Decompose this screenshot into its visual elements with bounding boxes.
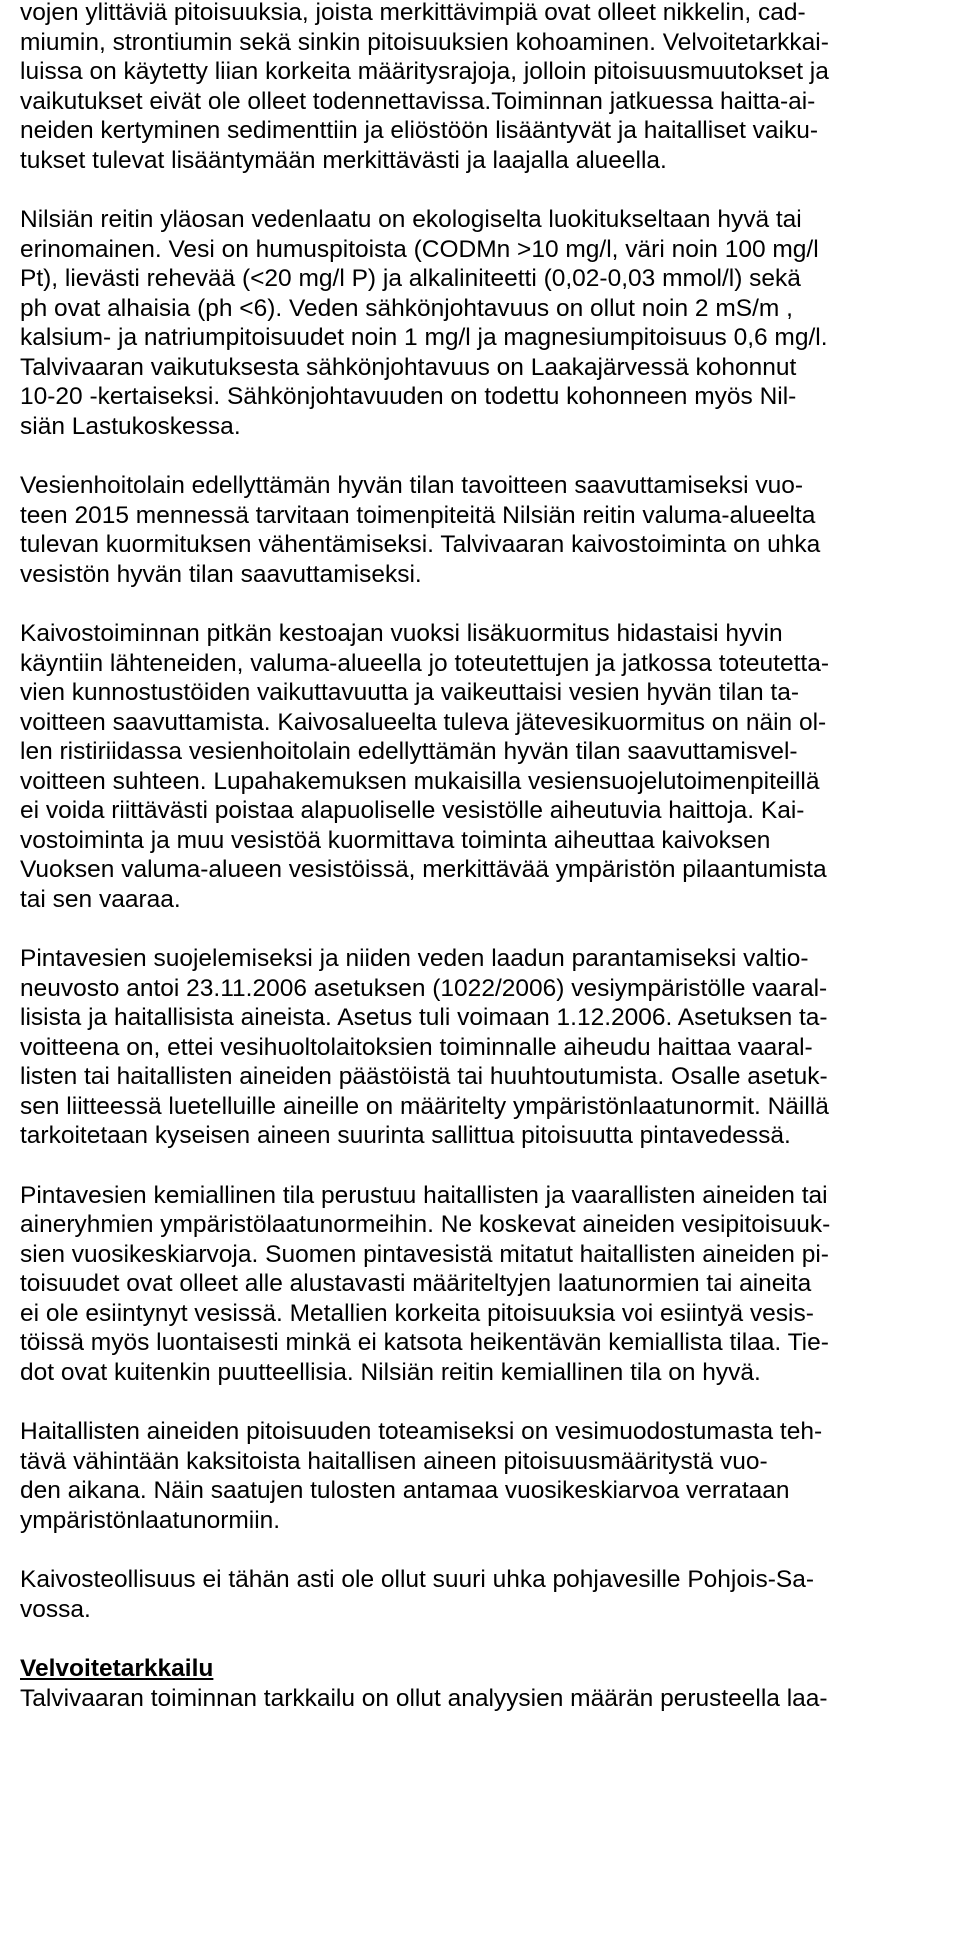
text-line: sien vuosikeskiarvoja. Suomen pintavesistä mitatut haitallisten aineiden pi- [20,1240,829,1268]
text-line: toisuudet ovat olleet alle alustavasti määriteltyjen laatunormien tai aineita [20,1270,812,1297]
paragraph-groundwater [20,1565,950,1624]
text-line: tarkoitetaan kyseisen aineen suurinta sallittua pitoisuutta pintavedessä. [20,1122,791,1149]
text-line: miumin, strontiumin sekä sinkin pitoisuuksien kohoaminen. Velvoitetarkkai- [20,28,829,56]
text-line: tulevan kuormituksen vähentämiseksi. Talvivaaran kaivostoiminta on uhka [20,531,821,558]
paragraph-water-management-goal [20,471,950,589]
text-line: sen liitteessä luetelluille aineille on määritelty ympäristönlaatunormit. Näillä [20,1092,829,1120]
text-line: Talvivaaran toiminnan tarkkailu on ollut analyysien määrän perusteella laa- [20,1684,828,1712]
paragraph-mining-impact [20,619,950,914]
text-line: Haitallisten aineiden pitoisuuden toteamiseksi on vesimuodostumasta teh- [20,1418,823,1445]
paragraph-sampling-requirement [20,1417,950,1535]
text-line: vossa. [20,1595,91,1623]
text-line: Vuoksen valuma-alueen vesistöissä, merkittävää ympäristön pilaantumista [20,856,827,883]
text-line: tai sen vaaraa. [20,885,181,913]
text-line: ei voida riittävästi poistaa alapuoliselle vesistölle aiheutuvia haittoja. Kai- [20,797,805,824]
text-line: Pt), lievästi rehevää (<20 mg/l P) ja alkaliniteetti (0,02-0,03 mmol/l) sekä [20,265,801,292]
text-line: töissä myös luontaisesti minkä ei katsota heikentävän kemiallista tilaa. Tie- [20,1329,829,1356]
text-line: aineryhmien ympäristölaatunormeihin. Ne koskevat aineiden vesipitoisuuk- [20,1211,831,1238]
section-velvoitetarkkailu [20,1654,950,1713]
text-line: Vesienhoitolain edellyttämän hyvän tilan tavoitteen saavuttamiseksi vuo- [20,472,804,499]
text-line: neiden kertyminen sedimenttiin ja eliöstöön lisääntyvät ja haitalliset vaiku- [20,117,819,144]
text-line: len ristiriidassa vesienhoitolain edellyttämän hyvän tilan saavuttamisvel- [20,738,798,765]
section-heading: Velvoitetarkkailu [20,1655,214,1682]
text-line: Nilsiän reitin yläosan vedenlaatu on ekologiselta luokitukseltaan hyvä tai [20,206,802,233]
text-line: luissa on käytetty liian korkeita määritysrajoja, jolloin pitoisuusmuutokset ja [20,58,829,85]
text-line: tukset tulevat lisääntymään merkittävästi ja laajalla alueella. [20,146,667,174]
text-line: 10-20 -kertaiseksi. Sähkönjohtavuuden on todettu kohonneen myös Nil- [20,383,797,410]
text-line: Pintavesien suojelemiseksi ja niiden veden laadun parantamiseksi valtio- [20,945,809,972]
text-line: ympäristönlaatunormiin. [20,1506,281,1534]
text-line: voitteen suhteen. Lupahakemuksen mukaisilla vesiensuojelutoimenpiteillä [20,767,820,795]
text-line: Kaivostoiminnan pitkän kestoajan vuoksi lisäkuormitus hidastaisi hyvin [20,620,783,647]
text-line: vostoiminta ja muu vesistöä kuormittava toiminta aiheuttaa kaivoksen [20,826,771,854]
text-line: ph ovat alhaisia (ph <6). Veden sähkönjohtavuus on ollut noin 2 mS/m , [20,294,793,322]
text-line: teen 2015 mennessä tarvitaan toimenpiteitä Nilsiän reitin valuma-alueelta [20,501,816,529]
text-line: vien kunnostustöiden vaikuttavuutta ja vaikeuttaisi vesien hyvän tilan ta- [20,679,800,706]
paragraph-metals-accumulation [20,0,950,175]
text-line: erinomainen. Vesi on humuspitoista (CODMn >10 mg/l, väri noin 100 mg/l [20,235,819,263]
document-page [20,0,950,1713]
text-line: voitteen saavuttamista. Kaivosalueelta tuleva jätevesikuormitus on näin ol- [20,708,827,736]
paragraph-government-decree [20,944,950,1151]
text-line: Talvivaaran vaikutuksesta sähkönjohtavuus on Laakajärvessä kohonnut [20,353,797,381]
text-line: vaikutukset eivät ole olleet todennettavissa.Toiminnan jatkuessa haitta-ai- [20,87,816,115]
text-line: vojen ylittäviä pitoisuuksia, joista merkittävimpiä ovat olleet nikkelin, cad- [20,0,806,26]
paragraph-chemical-status [20,1181,950,1388]
text-line: lisista ja haitallisista aineista. Asetus tuli voimaan 1.12.2006. Asetuksen ta- [20,1004,828,1031]
text-line: voitteena on, ettei vesihuoltolaitoksien toiminnalle aiheudu haittaa vaaral- [20,1033,813,1061]
text-line: den aikana. Näin saatujen tulosten antamaa vuosikeskiarvoa verrataan [20,1477,790,1504]
text-line: siän Lastukoskessa. [20,412,241,440]
text-line: neuvosto antoi 23.11.2006 asetuksen (1022/2006) vesiympäristölle vaaral- [20,974,828,1002]
text-line: Pintavesien kemiallinen tila perustuu haitallisten ja vaarallisten aineiden tai [20,1181,828,1209]
text-line: tävä vähintään kaksitoista haitallisen aineen pitoisuusmääritystä vuo- [20,1447,768,1475]
text-line: käyntiin lähteneiden, valuma-alueella jo toteutettujen ja jatkossa toteutetta- [20,649,830,677]
text-line: vesistön hyvän tilan saavuttamiseksi. [20,560,422,588]
text-line: listen tai haitallisten aineiden päästöistä tai huuhtoutumista. Osalle asetuk- [20,1063,828,1090]
text-line: Kaivosteollisuus ei tähän asti ole ollut suuri uhka pohjavesille Pohjois-Sa- [20,1566,814,1593]
text-line: dot ovat kuitenkin puutteellisia. Nilsiän reitin kemiallinen tila on hyvä. [20,1358,761,1386]
text-line: kalsium- ja natriumpitoisuudet noin 1 mg/l ja magnesiumpitoisuus 0,6 mg/l. [20,324,828,351]
paragraph-water-quality [20,205,950,441]
text-line: ei ole esiintynyt vesissä. Metallien korkeita pitoisuuksia voi esiintyä vesis- [20,1299,814,1327]
